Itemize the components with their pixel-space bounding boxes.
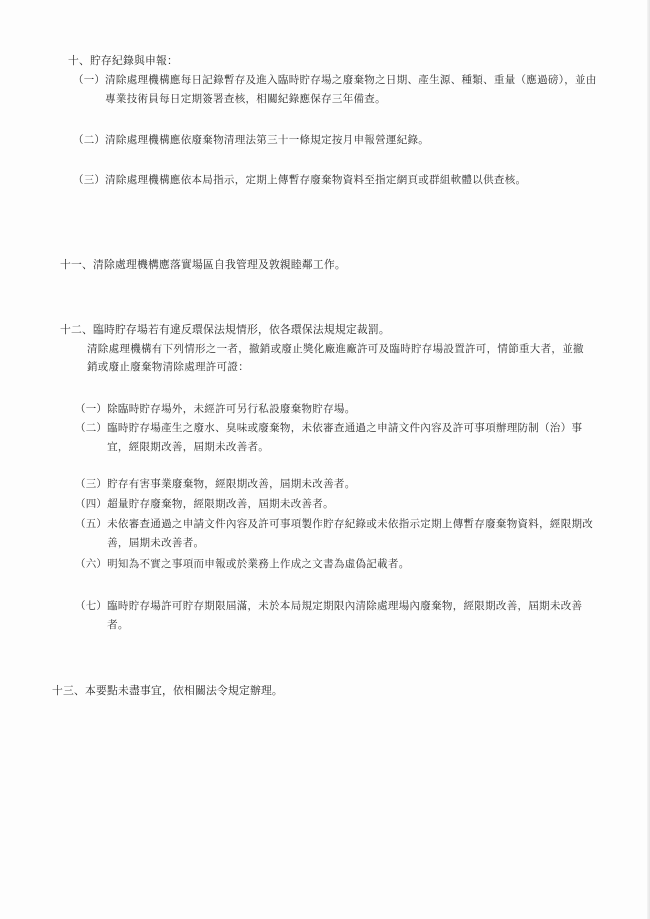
section-11-heading: 十一、清除處理機構應落實場區自我管理及敦親睦鄰工作。: [60, 258, 346, 271]
item-text: 清除處理機構應依本局指示，定期上傳暫存廢棄物資料至指定網頁或群組軟體以供查核。: [105, 174, 527, 186]
item-text: 清除處理機構應依廢棄物清理法第三十一條規定按月申報營運紀錄。: [105, 134, 430, 146]
item-text: 明知為不實之事項而申報或於業務上作成之文書為虛偽記載者。: [107, 558, 410, 570]
item-text: 未依審查通過之申請文件內容及許可事項製作貯存紀錄或未依指示定期上傳暫存廢棄物資料，經限期改善，屆期未改善者。: [107, 518, 594, 549]
item-number: （四）: [75, 498, 108, 510]
item-text: 超量貯存廢棄物，經限期改善，屆期未改善者。: [107, 498, 334, 510]
section-10-item-3: [73, 171, 606, 190]
section-12-item-4: [75, 495, 595, 514]
item-number: （二）: [75, 422, 108, 434]
item-text: 除臨時貯存場外，未經許可另行私設廢棄物貯存場。: [107, 403, 356, 415]
item-number: （一）: [75, 403, 108, 415]
item-number: （三）: [73, 174, 106, 186]
section-12-intro: 清除處理機構有下列情形之一者，撤銷或廢止獎化廠進廠許可及臨時貯存場設置許可，情節重大者，並撤銷或廢止廢棄物清除處理許可證：: [87, 343, 584, 373]
section-12-item-5: [75, 515, 595, 552]
item-number: （六）: [75, 558, 108, 570]
section-10-heading: 十、貯存紀錄與申報：: [68, 54, 178, 67]
item-text: 臨時貯存場許可貯存期限屆滿，未於本局規定期限內清除處理場內廢棄物，經限期改善，屆期未改善者。: [107, 600, 583, 631]
item-number: （五）: [75, 518, 108, 530]
item-text: 清除處理機構應每日記錄暫存及進入臨時貯存場之廢棄物之日期、產生源、種類、重量（應過磅），並由專業技術員每日定期簽署查核，相關紀錄應保存三年備查。: [105, 74, 597, 105]
section-12-item-3: [75, 475, 595, 494]
section-13-heading: 十三、本要點未盡事宜，依相關法令規定辦理。: [52, 684, 283, 697]
section-12-item-2: [75, 419, 595, 456]
item-text: 貯存有害事業廢棄物，經限期改善，屆期未改善者。: [107, 478, 356, 490]
item-number: （一）: [73, 74, 106, 86]
section-12-item-1: [75, 400, 595, 419]
section-10-item-2: [73, 131, 606, 150]
section-12-item-7: [75, 597, 595, 634]
section-10-item-1: [73, 71, 606, 108]
item-text: 臨時貯存場產生之廢水、臭味或廢棄物，未依審查通過之申請文件內容及許可事項辦理防制（治）事宜，經限期改善，屆期未改善者。: [107, 422, 583, 453]
section-12-item-6: [75, 555, 595, 574]
item-number: （三）: [75, 478, 108, 490]
section-12-heading: 十二、臨時貯存場若有違反環保法規情形，依各環保法規規定裁罰。: [60, 323, 390, 336]
item-number: （七）: [75, 600, 108, 612]
item-number: （二）: [73, 134, 106, 146]
